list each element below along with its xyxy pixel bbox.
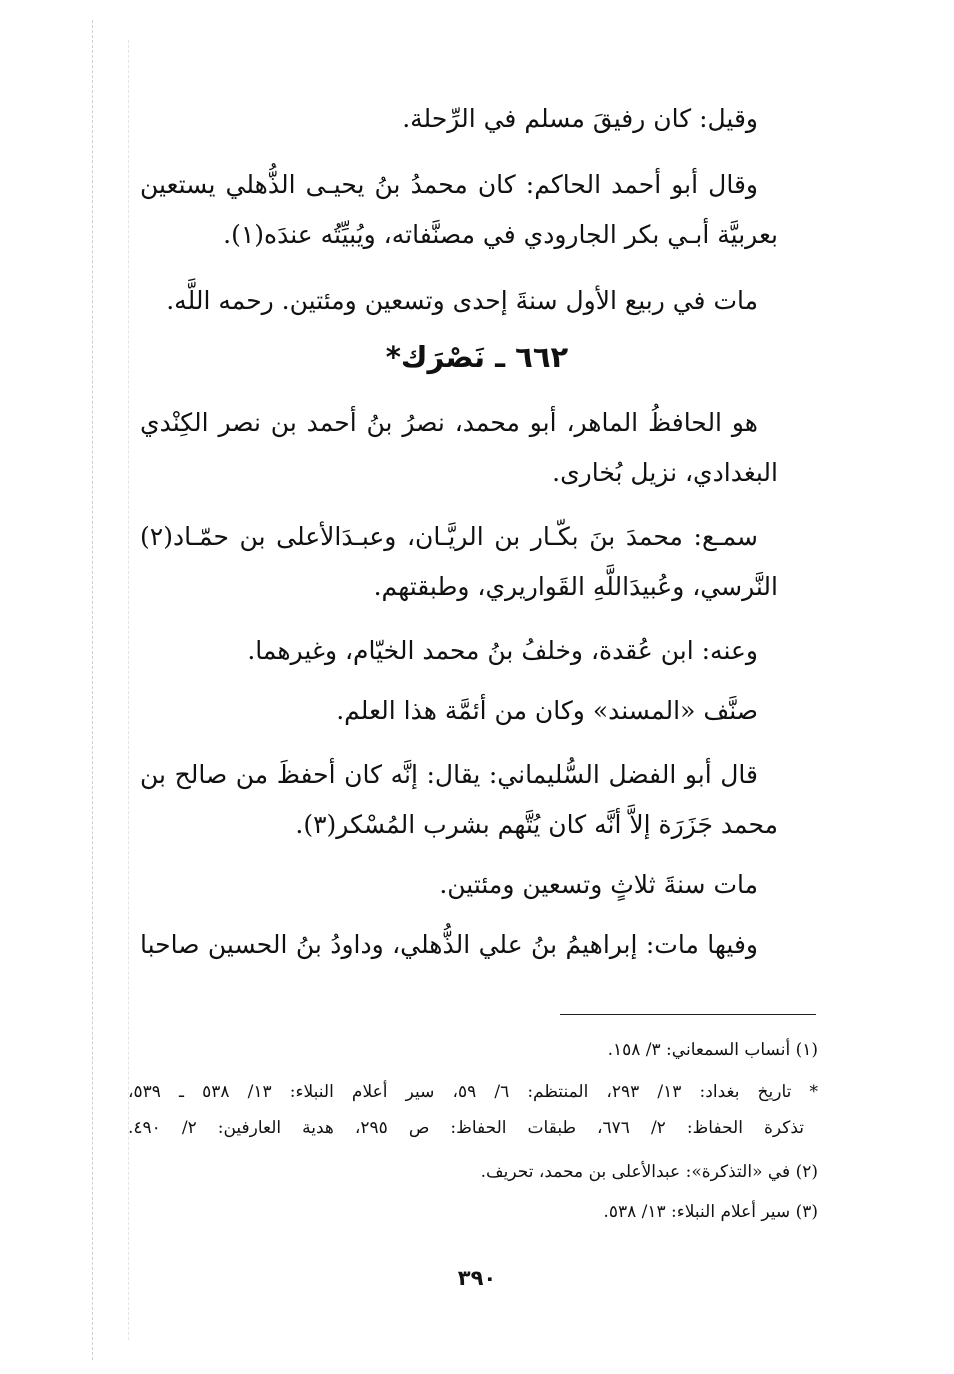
paragraph-line: البغدادي، نزيل بُخارى. — [552, 458, 778, 487]
footnote-separator — [560, 1014, 816, 1015]
entry-heading: ٦٦٢ ـ نَصْرَك* — [385, 340, 569, 374]
paragraph-line: النَّرسي، وعُبيدَاللَّهِ القَواريري، وطبقتهم. — [373, 572, 778, 601]
paragraph-line: مات سنةَ ثلاثٍ وتسعين ومئتين. — [439, 870, 758, 899]
paragraph-line: بعربيَّة أبـي بكر الجارودي في مصنَّفاته، ويُبيِّتُه عندَه(١). — [223, 220, 778, 249]
paragraph-line: صنَّف «المسند» وكان من أئمَّة هذا العلم. — [336, 696, 758, 725]
paragraph-line: مات في ربيع الأول سنةَ إحدى وتسعين ومئتين. رحمه اللَّه. — [166, 286, 758, 315]
paragraph-line: وقال أبو أحمد الحاكم: كان محمدُ بنُ يحيـى الذُّهلي يستعين — [140, 170, 758, 199]
footnote: * تاريخ بغداد: ١٣/ ٢٩٣، المنتظم: ٦/ ٥٩، سير أعلام النبلاء: ١٣/ ٥٣٨ ـ ٥٣٩، — [128, 1082, 818, 1102]
scan-margin-line — [92, 20, 93, 1360]
paragraph-line: وفيها مات: إبراهيمُ بنُ علي الذُّهلي، وداودُ بنُ الحسين صاحبا — [140, 930, 758, 959]
footnote: (٢) في «التذكرة»: عبدالأعلى بن محمد، تحريف. — [480, 1162, 818, 1182]
footnote: (٣) سير أعلام النبلاء: ١٣/ ٥٣٨. — [603, 1202, 818, 1222]
page-number: ٣٩٠ — [457, 1266, 497, 1290]
scan-margin-line — [128, 40, 129, 1340]
paragraph-line: قال أبو الفضل السُّليماني: يقال: إنَّه كان أحفظَ من صالح بن — [140, 760, 758, 789]
paragraph-line: سمـع: محمدَ بنَ بكّـار بن الريَّـان، وعبـدَالأعلى بن حمّـاد(٢) — [140, 522, 758, 551]
paragraph-line: وعنه: ابن عُقدة، وخلفُ بنُ محمد الخيّام، وغيرهما. — [247, 636, 758, 665]
footnote: (١) أنساب السمعاني: ٣/ ١٥٨. — [607, 1040, 818, 1060]
paragraph-line: هو الحافظُ الماهر، أبو محمد، نصرُ بنُ أحمد بن نصر الكِنْدي — [140, 408, 758, 437]
footnote: تذكرة الحفاظ: ٢/ ٦٧٦، طبقات الحفاظ: ص ٢٩٥، هدية العارفين: ٢/ ٤٩٠. — [128, 1118, 804, 1138]
paragraph-line: محمد جَزَرَة إلاَّ أنَّه كان يُتَّهم بشرب المُسْكر(٣). — [295, 810, 778, 839]
paragraph-line: وقيل: كان رفيقَ مسلم في الرِّحلة. — [402, 104, 758, 133]
